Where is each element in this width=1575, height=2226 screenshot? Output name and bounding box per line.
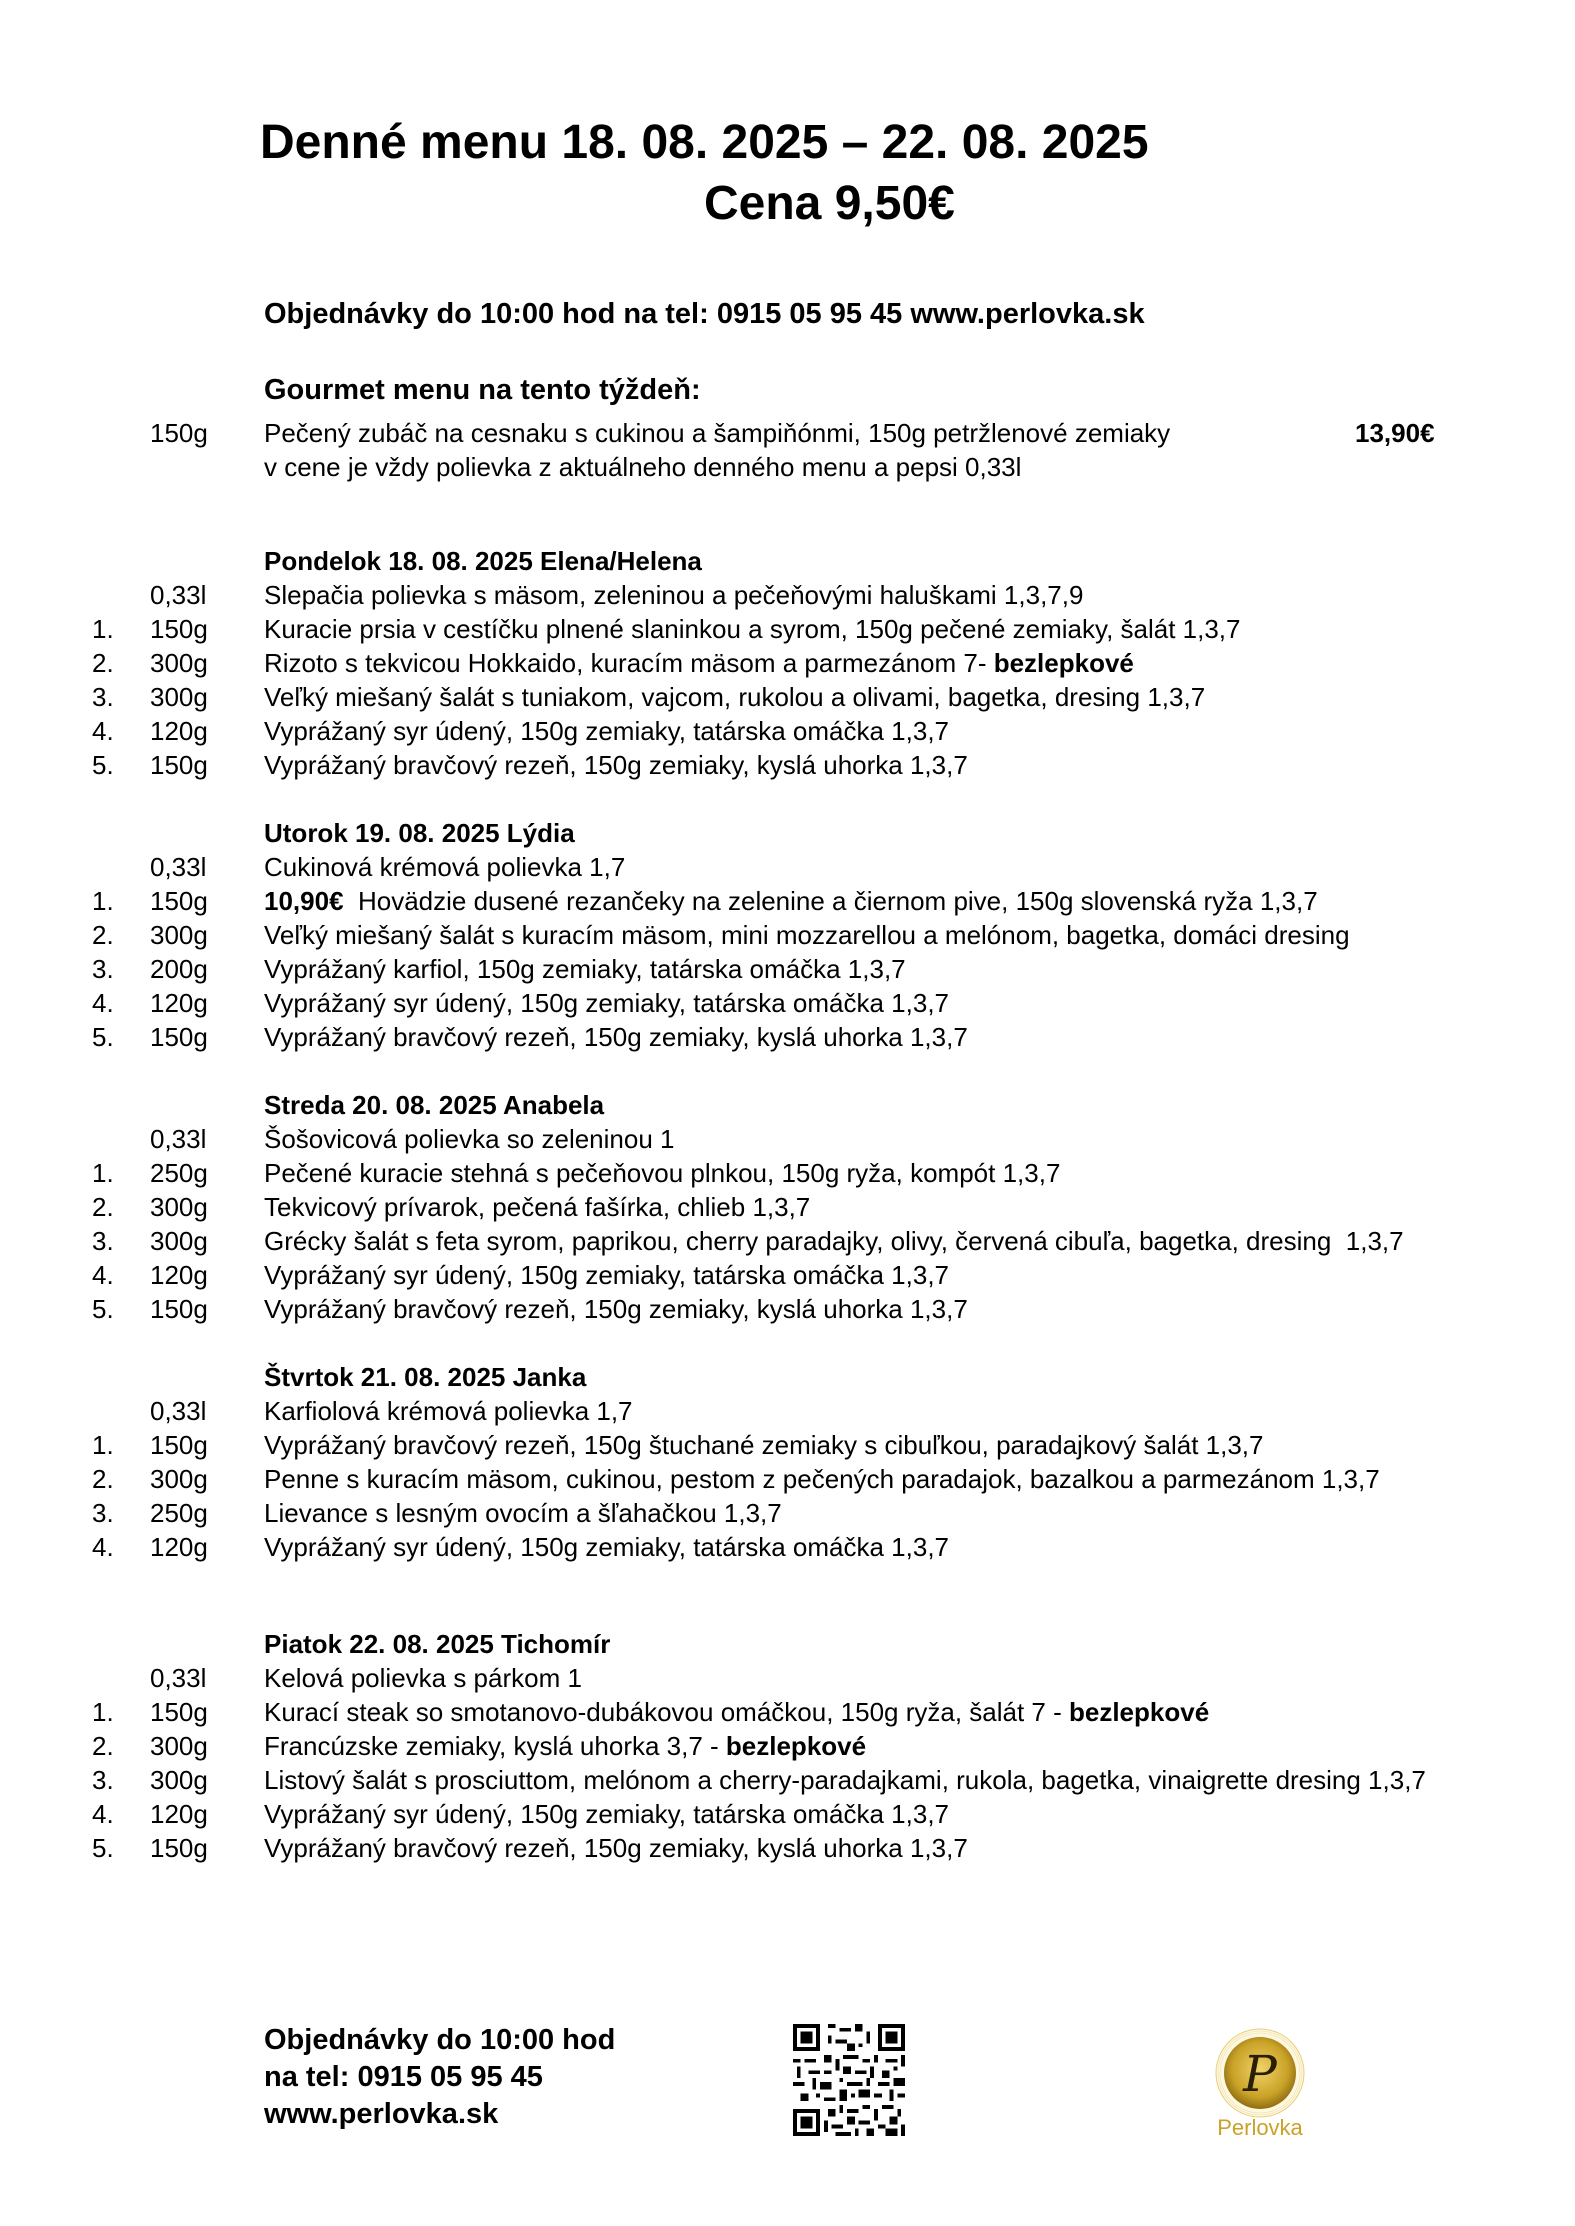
item-description [264,1224,1404,1258]
gluten-free-label: bezlepkové [725,1731,867,1761]
menu-item-row [0,1763,1575,1797]
menu-item-row [0,1156,1575,1190]
item-description [264,1156,1060,1190]
footer-website: www.perlovka.sk [264,2098,499,2130]
menu-item-row [0,1496,1575,1530]
item-quantity: 120g [150,1532,208,1562]
gluten-free-label: bezlepkové [993,648,1134,678]
menu-item-row [0,918,1575,952]
item-text: Vyprážaný syr údený, 150g zemiaky, tatárska omáčka 1,3,7 [264,988,950,1018]
item-number: 5. [92,1022,114,1052]
soup-row [0,1122,1575,1156]
item-description [264,1122,674,1156]
item-quantity: 0,33l [150,1396,207,1426]
item-quantity: 120g [150,988,208,1018]
item-description [264,612,1241,646]
gourmet-description: Pečený zubáč na cesnaku s cukinou a šampiňónmi, 150g petržlenové zemiaky [264,418,1171,448]
menu-item-row [0,1729,1575,1763]
item-number: 1. [92,614,114,644]
menu-price: Cena 9,50€ [704,177,955,230]
item-quantity: 150g [150,886,208,916]
menu-item-row [0,1224,1575,1258]
item-price: 10,90€ [264,886,344,916]
item-description [264,1496,782,1530]
item-quantity: 150g [150,1022,208,1052]
day-heading: Piatok 22. 08. 2025 Tichomír [264,1629,611,1659]
menu-item-row [0,714,1575,748]
item-number: 4. [92,988,114,1018]
item-text: Rizoto s tekvicou Hokkaido, kuracím mäsom a parmezánom 7- [264,648,994,678]
day-heading: Streda 20. 08. 2025 Anabela [264,1090,605,1120]
orders-line: Objednávky do 10:00 hod na tel: 0915 05 95 45 www.perlovka.sk [264,298,1145,330]
menu-item-row [0,952,1575,986]
item-description [264,1797,949,1831]
item-quantity: 250g [150,1498,208,1528]
gourmet-note: v cene je vždy polievka z aktuálneho denného menu a pepsi 0,33l [264,452,1022,482]
item-quantity: 150g [150,1430,208,1460]
soup-row [0,578,1575,612]
item-description [264,918,1350,952]
menu-item-row [0,1831,1575,1865]
item-number: 1. [92,1697,114,1727]
item-number: 3. [92,1765,114,1795]
item-quantity: 120g [150,1260,208,1290]
item-number: 5. [92,1833,114,1863]
menu-item-row [0,1020,1575,1054]
item-text: Vyprážaný bravčový rezeň, 150g zemiaky, kyslá uhorka 1,3,7 [264,1022,968,1052]
item-description [264,952,906,986]
item-description [264,1394,633,1428]
item-text: Vyprážaný syr údený, 150g zemiaky, tatárska omáčka 1,3,7 [264,1532,950,1562]
item-text: Grécky šalát s feta syrom, paprikou, cherry paradajky, olivy, červená cibuľa, bagetka, dresing 1,3,7 [264,1226,1404,1256]
item-number: 1. [92,1430,114,1460]
item-description [264,850,625,884]
item-description [264,1695,1209,1729]
item-number: 5. [92,750,114,780]
item-quantity: 300g [150,1226,208,1256]
logo-letter: P [1243,2045,1277,2103]
item-number: 1. [92,1158,114,1188]
menu-title: Denné menu 18. 08. 2025 – 22. 08. 2025 [260,116,1149,169]
item-quantity: 300g [150,1192,208,1222]
item-text: Lievance s lesným ovocím a šľahačkou 1,3,7 [264,1498,782,1528]
item-text: Vyprážaný bravčový rezeň, 150g zemiaky, kyslá uhorka 1,3,7 [264,1294,968,1324]
item-quantity: 300g [150,1731,208,1761]
item-description [264,1729,866,1763]
item-number: 2. [92,920,114,950]
item-quantity: 300g [150,1464,208,1494]
item-quantity: 150g [150,1697,208,1727]
item-text: Vyprážaný syr údený, 150g zemiaky, tatárska omáčka 1,3,7 [264,1260,950,1290]
item-quantity: 150g [150,1833,208,1863]
item-text: Vyprážaný syr údený, 150g zemiaky, tatárska omáčka 1,3,7 [264,1799,950,1829]
item-text: Pečené kuracie stehná s pečeňovou plnkou, 150g ryža, kompót 1,3,7 [264,1158,1061,1188]
item-text: Francúzske zemiaky, kyslá uhorka 3,7 - [264,1731,726,1761]
item-description [264,1530,949,1564]
item-number: 3. [92,1226,114,1256]
item-description [264,1428,1264,1462]
item-quantity: 120g [150,1799,208,1829]
item-text: Cukinová krémová polievka 1,7 [264,852,626,882]
item-text: Vyprážaný karfiol, 150g zemiaky, tatárska omáčka 1,3,7 [264,954,906,984]
item-quantity: 0,33l [150,580,207,610]
item-description [264,1462,1380,1496]
item-description [264,1020,968,1054]
item-text: Listový šalát s prosciuttom, melónom a cherry-paradajkami, rukola, bagetka, vinaigrette dresing 1,3,7 [264,1765,1426,1795]
day-heading: Pondelok 18. 08. 2025 Elena/Helena [264,546,702,576]
gourmet-price: 13,90€ [1355,418,1435,448]
item-text: Karfiolová krémová polievka 1,7 [264,1396,633,1426]
gourmet-heading: Gourmet menu na tento týždeň: [264,374,701,406]
gourmet-qty: 150g [150,418,208,448]
item-text: Vyprážaný bravčový rezeň, 150g zemiaky, kyslá uhorka 1,3,7 [264,750,968,780]
item-quantity: 120g [150,716,208,746]
item-description [264,680,1205,714]
item-text: Penne s kuracím mäsom, cukinou, pestom z pečených paradajok, bazalkou a parmezánom 1,3,7 [264,1464,1380,1494]
item-description [264,578,1083,612]
item-text: Veľký miešaný šalát s tuniakom, vajcom, rukolou a olivami, bagetka, dresing 1,3,7 [264,682,1206,712]
soup-row [0,1394,1575,1428]
item-description [264,1258,949,1292]
gluten-free-label: bezlepkové [1068,1697,1210,1727]
menu-item-row [0,1292,1575,1326]
item-text: Vyprážaný syr údený, 150g zemiaky, tatárska omáčka 1,3,7 [264,716,950,746]
footer-phone: na tel: 0915 05 95 45 [264,2061,543,2093]
item-description [264,646,1134,680]
item-quantity: 200g [150,954,208,984]
item-description [264,986,949,1020]
item-text: Slepačia polievka s mäsom, zeleninou a pečeňovými haluškami 1,3,7,9 [264,580,1084,610]
item-text: Kelová polievka s párkom 1 [264,1663,582,1693]
perlovka-logo [1200,2025,1320,2145]
menu-item-row [0,1530,1575,1564]
logo-text: Perlovka [1217,2115,1303,2140]
item-quantity: 150g [150,750,208,780]
item-quantity: 0,33l [150,1663,207,1693]
item-text: Šošovicová polievka so zeleninou 1 [264,1124,675,1154]
item-quantity: 0,33l [150,852,207,882]
item-text: Hovädzie dusené rezančeky na zelenine a čiernom pive, 150g slovenská ryža 1,3,7 [343,886,1318,916]
item-number: 4. [92,716,114,746]
item-number: 1. [92,886,114,916]
item-quantity: 150g [150,614,208,644]
footer-contact [264,2022,615,2133]
menu-item-row [0,884,1575,918]
item-quantity: 150g [150,1294,208,1324]
item-text: Tekvicový prívarok, pečená fašírka, chlieb 1,3,7 [264,1192,811,1222]
item-number: 4. [92,1260,114,1290]
item-description [264,1292,968,1326]
item-description [264,1763,1426,1797]
item-number: 3. [92,1498,114,1528]
qr-code-icon [793,2024,905,2136]
menu-item-row [0,1797,1575,1831]
item-text: Veľký miešaný šalát s kuracím mäsom, mini mozzarellou a melónom, bagetka, domáci dresing [264,920,1350,950]
menu-item-row [0,680,1575,714]
item-number: 5. [92,1294,114,1324]
item-description [264,714,949,748]
item-number: 4. [92,1532,114,1562]
item-number: 2. [92,1731,114,1761]
menu-item-row [0,1428,1575,1462]
item-quantity: 300g [150,920,208,950]
menu-item-row [0,646,1575,680]
menu-item-row [0,1190,1575,1224]
menu-item-row [0,1462,1575,1496]
item-text: Kurací steak so smotanovo-dubákovou omáčkou, 150g ryža, šalát 7 - [264,1697,1069,1727]
menu-item-row [0,1695,1575,1729]
day-heading: Utorok 19. 08. 2025 Lýdia [264,818,575,848]
day-heading: Štvrtok 21. 08. 2025 Janka [264,1362,587,1392]
item-quantity: 300g [150,648,208,678]
item-quantity: 250g [150,1158,208,1188]
menu-item-row [0,986,1575,1020]
item-description [264,1661,582,1695]
item-quantity: 300g [150,1765,208,1795]
item-description [264,1831,968,1865]
soup-row [0,850,1575,884]
item-number: 4. [92,1799,114,1829]
footer-orders: Objednávky do 10:00 hod [264,2024,616,2056]
item-number: 2. [92,1464,114,1494]
item-text: Kuracie prsia v cestíčku plnené slaninkou a syrom, 150g pečené zemiaky, šalát 1,3,7 [264,614,1241,644]
item-description [264,748,968,782]
item-description [264,884,1318,918]
item-quantity: 0,33l [150,1124,207,1154]
item-quantity: 300g [150,682,208,712]
item-number: 3. [92,682,114,712]
item-number: 2. [92,648,114,678]
item-text: Vyprážaný bravčový rezeň, 150g štuchané zemiaky s cibuľkou, paradajkový šalát 1,3,7 [264,1430,1264,1460]
logo-emblem-icon [1200,2025,1320,2145]
item-description [264,1190,810,1224]
menu-item-row [0,748,1575,782]
soup-row [0,1661,1575,1695]
item-number: 3. [92,954,114,984]
item-number: 2. [92,1192,114,1222]
menu-item-row [0,1258,1575,1292]
menu-item-row [0,612,1575,646]
item-text: Vyprážaný bravčový rezeň, 150g zemiaky, kyslá uhorka 1,3,7 [264,1833,968,1863]
